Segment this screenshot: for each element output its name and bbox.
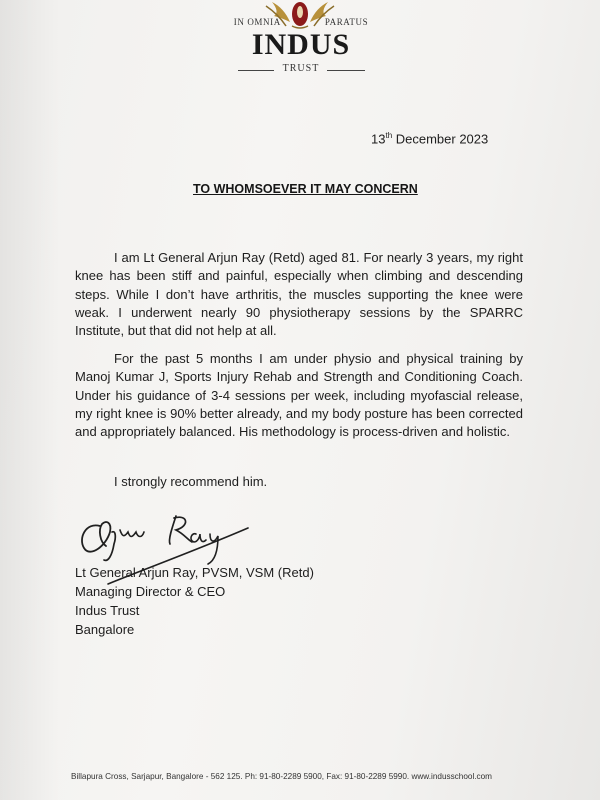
signatory-name: Lt General Arjun Ray, PVSM, VSM (Retd) [75,565,314,580]
signatory-city: Bangalore [75,622,135,637]
motto-right: PARATUS [324,17,369,27]
date-suffix: th [385,131,393,140]
date-day: 13 [371,131,386,147]
signatory-block [75,563,314,639]
letterhead-name: INDUS [251,28,351,61]
letterhead-subtitle: TRUST [282,63,320,74]
letter-date [371,131,488,146]
date-month-year: December 2023 [392,131,489,147]
letter-subject: TO WHOMSOEVER IT MAY CONCERN [193,182,418,196]
signatory-title: Managing Director & CEO [75,584,226,599]
motto-left: IN OMNIA [233,17,281,27]
body-paragraph: For the past 5 months I am under physio and physical training by Manoj Kumar J, Sports Injury Rehab and Strength and Conditioning Coach. Under his guidance of 3-4 sessions per week, including myofascial release, my right knee is 90% better already, and my body posture has been corrected and appropriately balanced. His methodology is process-driven and holistic. [75,351,523,440]
signatory-organization: Indus Trust [75,603,140,618]
page-shadow [0,0,60,800]
recommendation-line: I strongly recommend him. [114,474,268,489]
footer-address: Billapura Cross, Sarjapur, Bangalore - 562 125. Ph: 91-80-2289 5900, Fax: 91-80-2289 5990. www.indusschool.com [71,772,492,781]
letterhead-motto [228,17,374,27]
body-paragraph: I am Lt General Arjun Ray (Retd) aged 81. For nearly 3 years, my right knee has been stiff and painful, especially when climbing and descending steps. While I don’t have arthritis, the muscles supporting the knee were weak. I underwent nearly 90 physiotherapy sessions by the SPARRC Institute, but that did not help at all. [75,250,523,339]
